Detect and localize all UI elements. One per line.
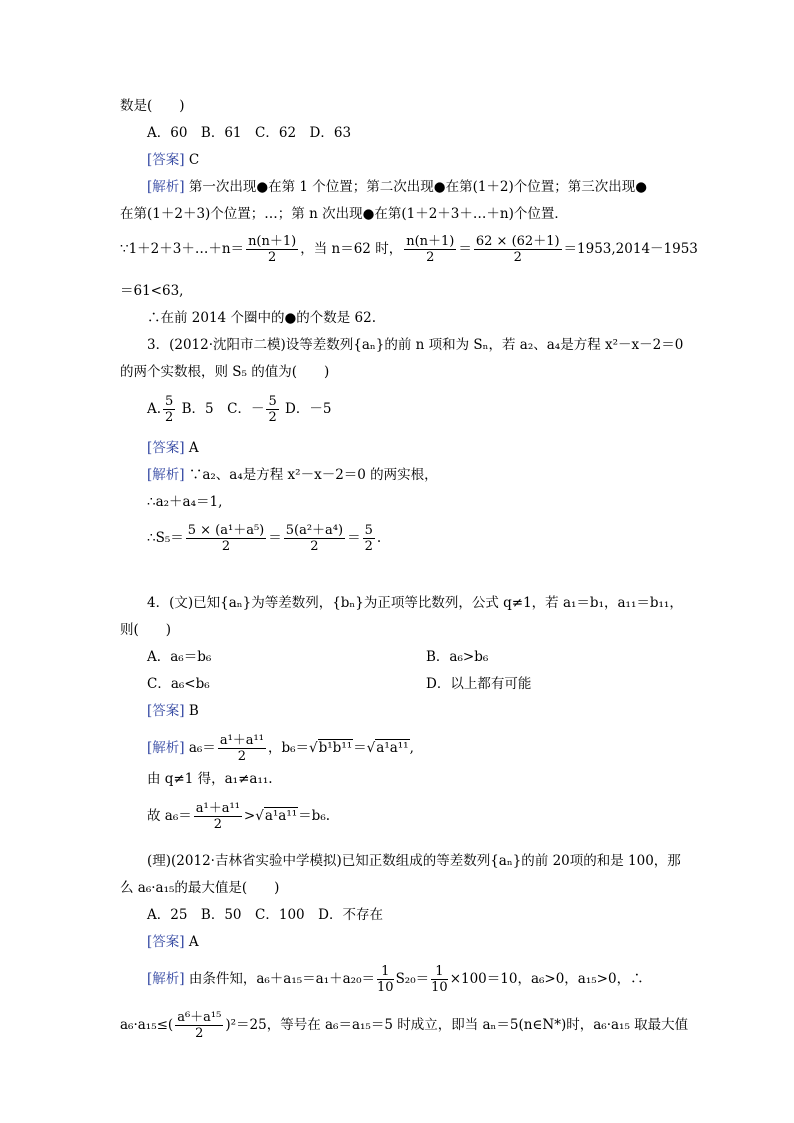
fraction-denominator: 2 [426,250,435,265]
question-4b-line: 么 a₆·a₁₅的最大值是( ) [120,880,280,896]
text: ＝1953,2014－1953 [563,241,698,257]
text: ，当 n＝62 时， [300,241,403,257]
formula-line: 故 a₆＝ $\frac{\text{a¹＋a¹¹}}{2}$ >√a¹a¹¹＝b₆. [147,801,331,832]
fraction-denominator: 10 [431,980,448,995]
radicand: a¹a¹¹ [376,740,409,756]
options-line: A．60 B．61 C．62 D．63 [147,125,352,141]
analysis-text: ∵a₂、a₄是方程 x²－x－2＝0 的两实根， [188,467,438,483]
fraction-denominator: 2 [221,539,231,554]
fraction-denominator: 2 [237,749,247,764]
fraction-numerator: 5 × (a¹＋a⁵) [187,523,265,538]
answer-line [147,933,199,951]
text: 由条件知，a₆＋a₁₅＝a₁＋a₂₀＝ [188,971,376,987]
fraction-denominator: 2 [165,410,174,425]
fraction [377,964,394,995]
option-c: C．a₆<b₆ [147,676,210,692]
fraction [431,964,448,995]
option-a: A．a₆＝b₆ [147,649,212,665]
text: , [409,740,414,756]
question-3-line: 3．(2012·沈阳市二模)设等差数列{aₙ}的前 n 项和为 Sₙ，若 a₂、a₄是方程 x²－x－2＝0 [147,337,684,353]
text: D．－5 [285,401,332,417]
fraction-numerator: a⁶＋a¹⁵ [177,1010,222,1025]
answer-tag: [答案] [147,703,185,719]
text: )²＝25，等号在 a₆＝a₁₅＝5 时成立，即当 aₙ＝5(n∈N*)时，a₆·a₁₅ 取最大值 [225,1017,689,1033]
fraction [218,733,266,764]
text-line: ∴a₂＋a₄＝1, [147,494,223,510]
fraction-denominator: 2 [513,250,522,265]
question-3-line: 的两个实数根，则 S₅ 的值为( ) [120,364,330,380]
fraction-numerator: 1 [377,964,394,980]
fraction-numerator: 5 [165,394,174,409]
answer-line [147,702,199,720]
options-line: A．25 B．50 C．100 D．不存在 [147,907,383,923]
analysis-tag: [解析] [147,971,185,987]
fraction-numerator: n(n＋1) [406,234,455,249]
radicand: a¹a¹¹ [264,808,298,824]
question-4b-line: (理)(2012·吉林省实验中学模拟)已知正数组成的等差数列{aₙ}的前 20项的和是 100，那 [147,853,681,869]
answer-tag: [答案] [147,152,185,168]
fraction-numerator: 5 [364,523,373,538]
question-4-line: 则( ) [120,622,172,638]
fraction [163,394,175,425]
fraction [363,523,375,554]
analysis-tag: [解析] [147,467,185,483]
text: a₆·a₁₅≤( [120,1017,174,1033]
formula-line [147,523,381,554]
text-line: 在第(1＋2＋3)个位置；…；第 n 次出现●在第(1＋2＋3＋…＋n)个位置． [120,206,568,222]
radicand: b¹b¹¹ [318,740,353,756]
text: a₆＝ [188,740,216,756]
fraction [175,1010,223,1041]
fraction-numerator: 5(a²＋a⁴) [285,523,344,538]
text-line: 由 q≠1 得，a₁≠a₁₁. [147,771,273,787]
fraction [284,523,345,554]
question-4-line: 4．(文)已知{aₙ}为等差数列，{bₙ}为正项等比数列，公式 q≠1，若 a₁＝b₁，a₁₁＝b₁₁， [147,595,683,611]
text-line: ＝61<63, [120,283,184,299]
fraction-numerator: a¹＋a¹¹ [195,801,240,816]
answer-value: A [188,440,199,456]
fraction [246,234,298,265]
answer-tag: [答案] [147,440,185,456]
analysis-text: 第一次出现●在第 1 个位置；第二次出现●在第(1＋2)个位置；第三次出现● [188,179,648,195]
text: ＝ [458,241,472,257]
text: ＝ [347,530,361,546]
answer-value: C [188,152,200,168]
text: > [243,808,256,824]
answer-line [147,439,199,457]
fraction [186,523,267,554]
analysis-tag: [解析] [147,179,185,195]
text: S₂₀＝ [395,971,430,987]
option-d: D．以上都有可能 [426,676,532,692]
fraction-numerator: 1 [431,964,448,980]
fraction-denominator: 2 [213,817,222,832]
text: ×100＝10，a₆>0，a₁₅>0，∴ [449,971,644,987]
text: ＝ [353,740,367,756]
fraction-denominator: 2 [364,539,373,554]
text: ∴S₅＝ [147,530,184,546]
option-b: B．a₆>b₆ [426,649,489,665]
fraction [266,394,278,425]
text: ∵1＋2＋3＋…＋n＝ [120,241,245,257]
text-line: ∴在前 2014 个圈中的●的个数是 62. [147,310,376,326]
fraction-denominator: 2 [310,539,319,554]
analysis-line [147,178,647,196]
text: . [376,530,382,546]
text: B．5 C．－ [181,401,265,417]
fraction-numerator: a¹＋a¹¹ [219,733,264,748]
fraction-denominator: 2 [268,410,277,425]
answer-tag: [答案] [147,934,185,950]
fraction-denominator: 10 [377,980,394,995]
answer-value: A [188,934,199,950]
analysis-tag: [解析] [147,740,185,756]
fraction [474,234,562,265]
text: ，b₆＝ [267,740,310,756]
answer-line [147,151,199,169]
text: ＝b₆. [298,808,331,824]
fraction-numerator: 62 × (62＋1) [475,234,560,249]
options-line [147,394,331,425]
text: 故 a₆＝ [147,808,192,824]
formula-line [120,234,698,265]
fraction-denominator: 2 [195,1026,204,1041]
formula-line [120,1010,688,1041]
text-line: 数是( ) [120,98,185,114]
answer-value: B [188,703,199,719]
fraction-numerator: 5 [268,394,277,409]
analysis-line [147,964,644,995]
analysis-line [147,466,438,484]
analysis-line: [解析] a₆＝ $\frac{\text{a¹＋a¹¹}}{2}$ ，b₆＝√b¹b¹¹＝√a¹a¹¹, [147,733,414,764]
fraction-denominator: 2 [268,250,277,265]
fraction-numerator: n(n＋1) [248,234,297,249]
fraction [404,234,456,265]
fraction [194,801,242,832]
text: A. [147,401,162,417]
text: ＝ [268,530,282,546]
